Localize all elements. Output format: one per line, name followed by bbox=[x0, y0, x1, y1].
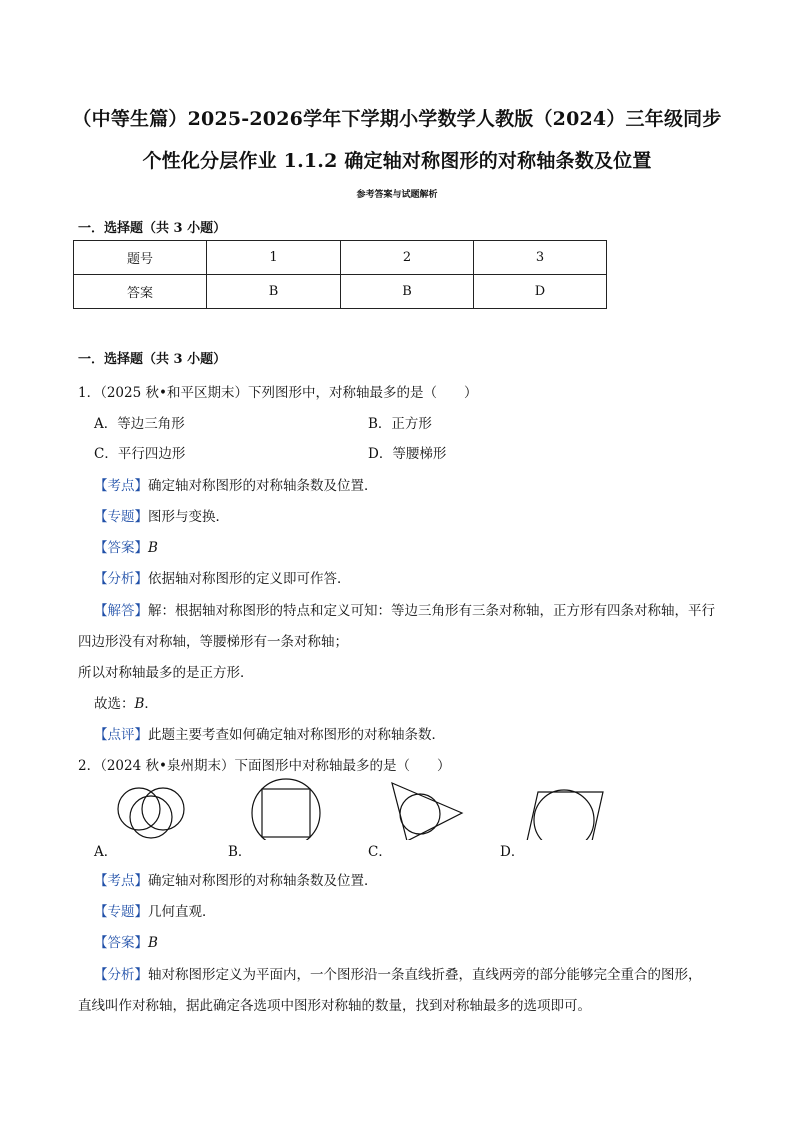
q2-kaodian-tag: 【考点】 bbox=[94, 873, 148, 889]
answer-table bbox=[73, 240, 607, 309]
q1-option-b: B．正方形 bbox=[368, 416, 432, 432]
q1-jieda-line1 bbox=[94, 599, 715, 619]
page-title-line2: 个性化分层作业 1.1.2 确定轴对称图形的对称轴条数及位置 bbox=[142, 150, 652, 172]
q1-daan-line bbox=[94, 536, 158, 556]
q1-fenxi-tag: 【分析】 bbox=[94, 571, 148, 587]
q1-choice-prefix: 故选： bbox=[94, 696, 135, 712]
q2-daan: B bbox=[148, 935, 158, 951]
q1-kaodian-tag: 【考点】 bbox=[94, 478, 148, 494]
q2-figures bbox=[0, 770, 794, 840]
q1-jieda-text1: 解：根据轴对称图形的特点和定义可知：等边三角形有三条对称轴，正方形有四条对称轴，平行 bbox=[148, 603, 715, 619]
q1-jieda-line4 bbox=[94, 692, 158, 712]
q2-daan-line bbox=[94, 931, 158, 951]
q1-dianping-line bbox=[94, 723, 445, 743]
q2-fenxi-line2: 直线叫作对称轴，据此确定各选项中图形对称轴的数量，找到对称轴最多的选项即可。 bbox=[78, 998, 591, 1014]
q1-daan: B bbox=[148, 540, 158, 556]
q1-zhuanti-tag: 【专题】 bbox=[94, 509, 148, 525]
q1-jieda-line2: 四边形没有对称轴，等腰梯形有一条对称轴； bbox=[78, 634, 348, 650]
q1-option-c: C．平行四边形 bbox=[94, 446, 186, 462]
q1-stem: 1．（2025 秋•和平区期末）下列图形中，对称轴最多的是（ ） bbox=[78, 385, 478, 401]
q1-option-a: A．等边三角形 bbox=[94, 416, 185, 432]
table-answer-label: 答案 bbox=[74, 275, 207, 309]
table-number-1: 1 bbox=[207, 241, 341, 275]
table-number-2: 2 bbox=[341, 241, 474, 275]
q2-option-c-label: C． bbox=[368, 844, 392, 860]
section-heading-1: 一．选择题（共 3 小题） bbox=[78, 221, 227, 236]
q2-option-b-label: B． bbox=[228, 844, 252, 860]
table-answer-2: B bbox=[341, 275, 474, 309]
q1-option-d: D．等腰梯形 bbox=[368, 446, 447, 462]
table-answer-3: D bbox=[474, 275, 607, 309]
q2-stem: 2．（2024 秋•泉州期末）下面图形中对称轴最多的是（ ） bbox=[78, 758, 451, 774]
table-number-3: 3 bbox=[474, 241, 607, 275]
q1-fenxi: 依据轴对称图形的定义即可作答． bbox=[148, 571, 351, 587]
answer-table-row-answers bbox=[74, 275, 607, 309]
table-header-label: 题号 bbox=[74, 241, 207, 275]
q2-fenxi-text1: 轴对称图形定义为平面内，一个图形沿一条直线折叠，直线两旁的部分能够完全重合的图形， bbox=[148, 967, 702, 983]
q1-choice-answer: B bbox=[134, 696, 145, 712]
q2-figure-d-circle-in-parallelogram bbox=[525, 790, 603, 840]
q1-kaodian-line bbox=[94, 474, 378, 494]
q2-option-a-label: A． bbox=[94, 844, 118, 860]
q2-zhuanti-line bbox=[94, 900, 216, 920]
table-answer-1: B bbox=[207, 275, 341, 309]
page-subtitle: 参考答案与试题解析 bbox=[356, 190, 438, 200]
q2-daan-tag: 【答案】 bbox=[94, 935, 148, 951]
q2-zhuanti-tag: 【专题】 bbox=[94, 904, 148, 920]
q2-kaodian: 确定轴对称图形的对称轴条数及位置． bbox=[148, 873, 378, 889]
q2-figure-a-three-circles bbox=[118, 788, 184, 838]
q2-figure-b-square-in-circle bbox=[252, 779, 320, 840]
q1-choice-suffix: ． bbox=[144, 696, 158, 712]
q2-figure-c-circle-in-triangle bbox=[392, 783, 462, 840]
q1-jieda-line3: 所以对称轴最多的是正方形． bbox=[78, 665, 254, 681]
page-title-line1: （中等生篇）2025-2026学年下学期小学数学人教版（2024）三年级同步 bbox=[72, 108, 722, 130]
q1-fenxi-line bbox=[94, 567, 351, 587]
q2-option-d-label: D． bbox=[500, 844, 525, 860]
q1-dianping: 此题主要考查如何确定轴对称图形的对称轴条数． bbox=[148, 727, 445, 743]
q1-daan-tag: 【答案】 bbox=[94, 540, 148, 556]
answer-table-row-numbers bbox=[74, 241, 607, 275]
q1-dianping-tag: 【点评】 bbox=[94, 727, 148, 743]
q2-fenxi-tag: 【分析】 bbox=[94, 967, 148, 983]
section-heading-2: 一．选择题（共 3 小题） bbox=[78, 352, 227, 367]
q2-zhuanti: 几何直观． bbox=[148, 904, 216, 920]
q2-fenxi-line1 bbox=[94, 963, 702, 983]
q2-kaodian-line bbox=[94, 869, 378, 889]
q1-zhuanti-line bbox=[94, 505, 229, 525]
q1-jieda-tag: 【解答】 bbox=[94, 603, 148, 619]
q1-kaodian: 确定轴对称图形的对称轴条数及位置． bbox=[148, 478, 378, 494]
q1-zhuanti: 图形与变换． bbox=[148, 509, 229, 525]
